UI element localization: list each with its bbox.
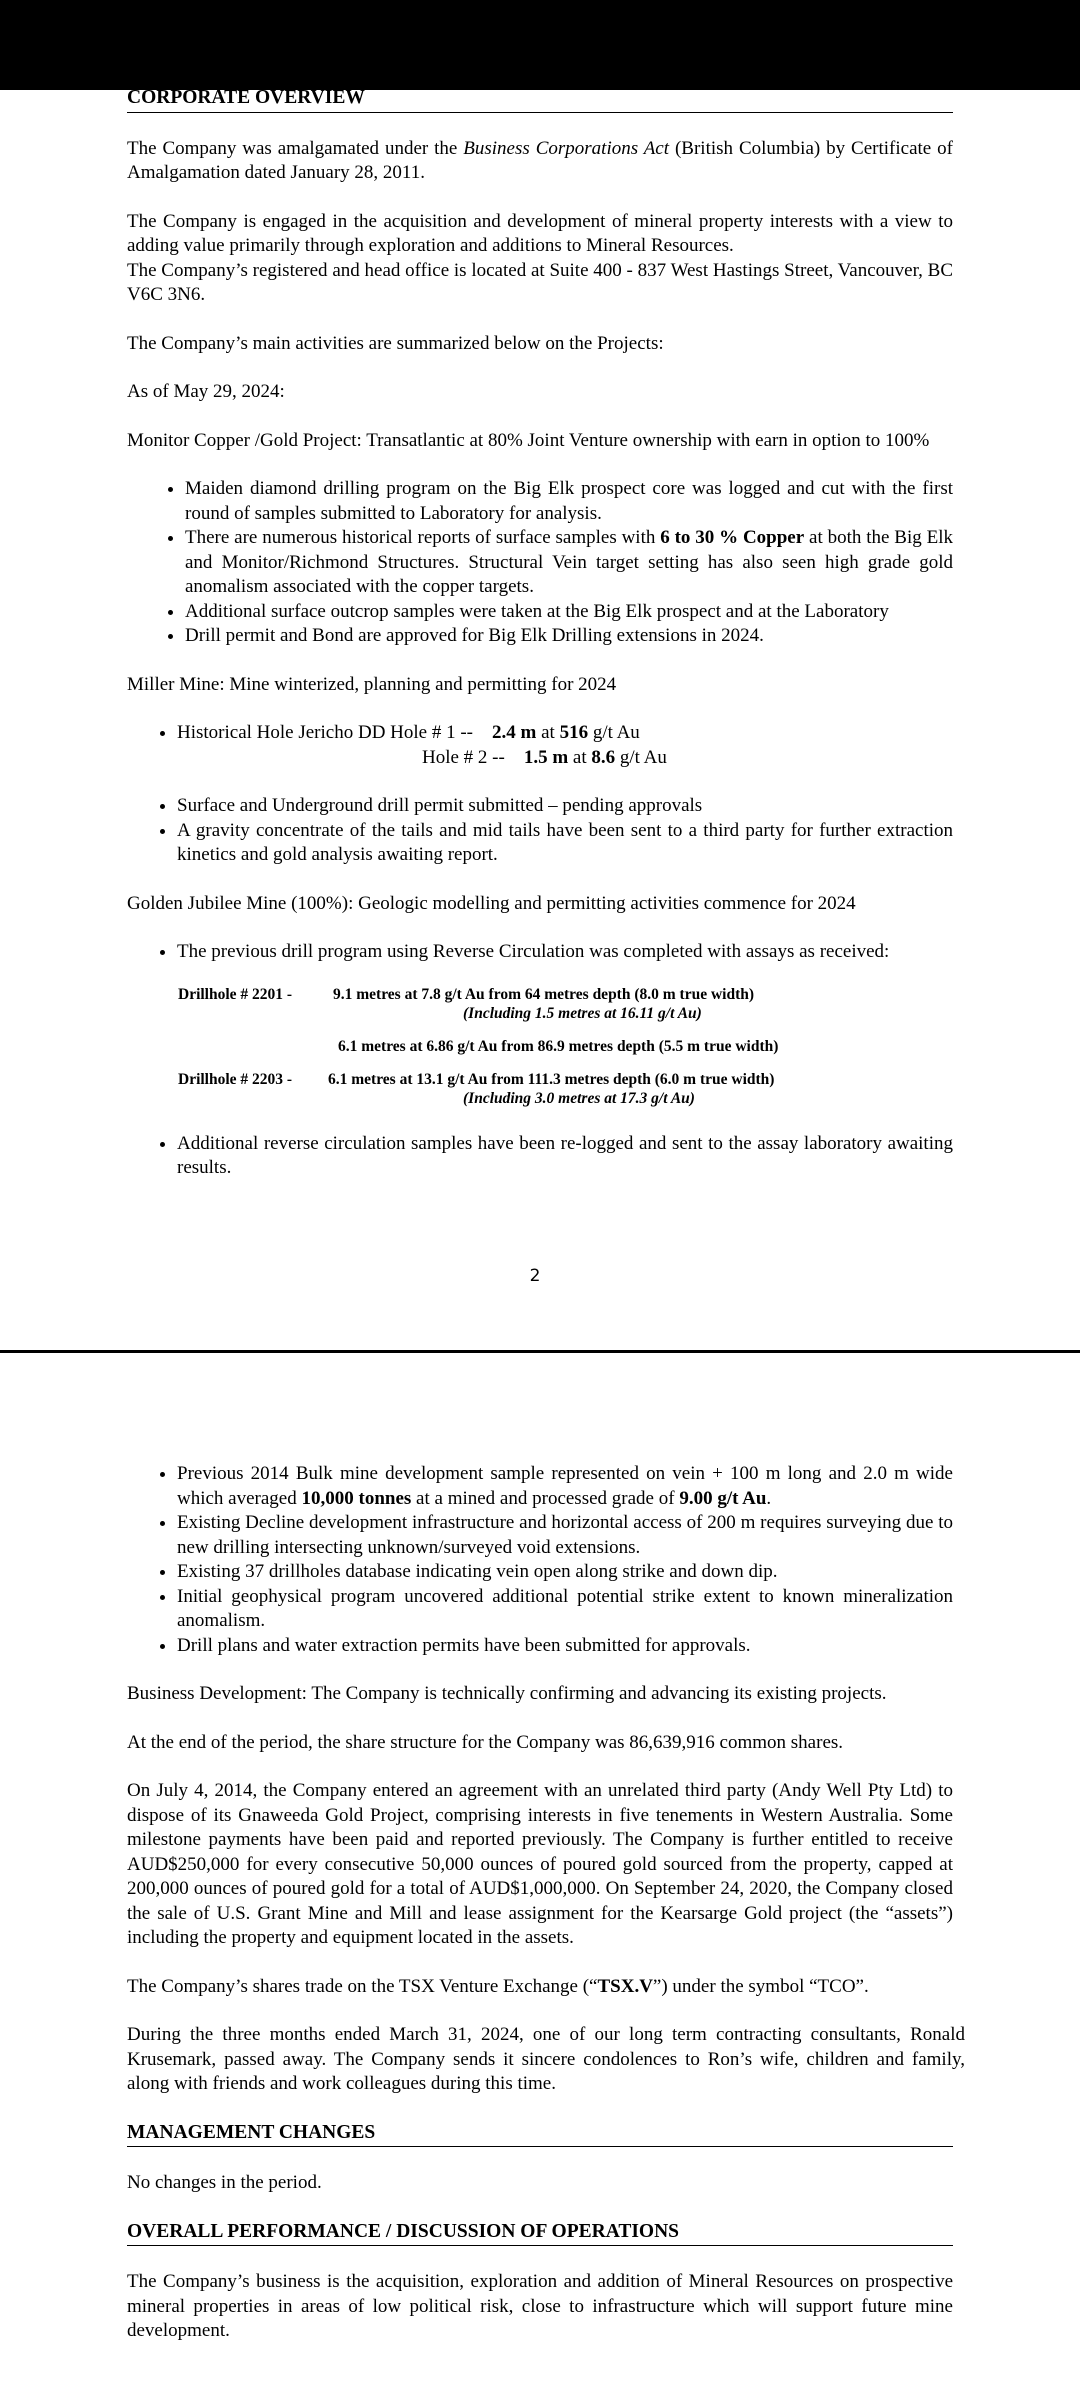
text-run: g/t Au	[588, 722, 640, 743]
list-item: • Drill plans and water extraction permits have been submitted for approvals.	[177, 1634, 953, 1659]
bold-run: 2.4 m	[492, 722, 537, 743]
text-run: Hole # 2 --	[422, 746, 524, 768]
list-item: • Additional surface outcrop samples were taken at the Big Elk prospect and at the Laboratory	[185, 600, 953, 625]
section-heading-corporate-overview: CORPORATE OVERVIEW	[127, 86, 953, 113]
engaged-paragraph: The Company is engaged in the acquisition and development of mineral property interests with a view to adding value primarily through exploration and additions to Mineral Resources.	[127, 210, 953, 256]
text-run: at	[568, 746, 592, 768]
bold-run: 9.00 g/t Au	[679, 1487, 767, 1509]
page-2	[127, 1462, 965, 2344]
bold-run: 10,000 tonnes	[301, 1487, 412, 1509]
miller-bullet-list	[127, 794, 953, 868]
list-item: • Existing Decline development infrastructure and horizontal access of 200 m requires surveying due to new drilling intersecting unknown/surveyed void extensions.	[177, 1511, 953, 1560]
monitor-bullet-list	[127, 477, 953, 649]
text-run: g/t Au	[615, 746, 667, 768]
golden-jubilee-title: Golden Jubilee Mine (100%): Geologic modelling and permitting activities commence for 2024	[127, 892, 856, 914]
list-item: • Existing 37 drillholes database indicating vein open along strike and down dip.	[177, 1560, 953, 1585]
business-development-paragraph: Business Development: The Company is technically confirming and advancing its existing projects.	[127, 1683, 887, 1704]
monitor-project-title: Monitor Copper /Gold Project: Transatlantic at 80% Joint Venture ownership with earn in option to 100%	[127, 429, 930, 451]
drillhole-including: (Including 1.5 metres at 16.11 g/t Au)	[463, 1004, 702, 1022]
bold-run: 6 to 30 % Copper	[660, 527, 805, 548]
drillhole-result: 6.1 metres at 13.1 g/t Au from 111.3 metres depth (6.0 m true width)	[328, 1070, 775, 1088]
page-1	[127, 86, 953, 1181]
list-item: • Drill permit and Bond are approved for Big Elk Drilling extensions in 2024.	[185, 624, 953, 649]
drillhole-label: Drillhole # 2201 -	[178, 985, 293, 1003]
golden-bullet-list-continued	[127, 1462, 953, 1658]
bold-run: TSX.V	[597, 1975, 653, 1997]
section-heading-management-changes: MANAGEMENT CHANGES	[127, 2121, 953, 2148]
list-item: • Maiden diamond drilling program on the Big Elk prospect core was logged and cut with the first round of samples submitted to Laboratory for analysis.	[185, 477, 953, 526]
golden-bullet-list	[127, 940, 953, 965]
list-item	[177, 721, 953, 770]
drillhole-2201-result-2	[127, 1037, 953, 1056]
miller-holes-list	[127, 721, 953, 770]
office-paragraph: The Company’s registered and head office is located at Suite 400 - 837 West Hastings Street, Vancouver, BC V6C 3N6.	[127, 259, 953, 305]
text-run: ”) under the symbol “TCO”.	[652, 1975, 869, 1997]
text-run: The Company’s shares trade on the TSX Venture Exchange (“	[127, 1975, 598, 1997]
overall-performance-text: The Company’s business is the acquisition, exploration and addition of Mineral Resources on prospective mineral properties in areas of low political risk, close to infrastructure which will support future mine development.	[127, 2271, 953, 2341]
text-run: at	[536, 722, 560, 743]
text-run: at a mined and processed grade of	[411, 1487, 680, 1509]
list-item: • A gravity concentrate of the tails and mid tails have been sent to a third party for further extraction kinetics and gold analysis awaiting report.	[177, 819, 953, 868]
as-of-date: As of May 29, 2024:	[127, 381, 285, 402]
text-run: There are numerous historical reports of surface samples with	[185, 527, 661, 548]
condolence-paragraph: During the three months ended March 31, 2024, one of our long term contracting consultants, Ronald Krusemark, passed away. The Company sends it sincere condolences to Ron’s wife, children and family, along with friends and work colleagues during this time.	[127, 2024, 965, 2094]
section-heading-overall-performance: OVERALL PERFORMANCE / DISCUSSION OF OPERATIONS	[127, 2220, 953, 2247]
bold-run: 1.5 m	[523, 746, 569, 768]
drillhole-result: 6.1 metres at 6.86 g/t Au from 86.9 metres depth (5.5 m true width)	[338, 1037, 779, 1055]
page-number: 2	[529, 1266, 541, 1286]
amalgamation-paragraph	[127, 137, 953, 186]
miller-mine-title: Miller Mine: Mine winterized, planning and permitting for 2024	[127, 673, 617, 695]
list-item: • The previous drill program using Reverse Circulation was completed with assays as received:	[177, 940, 953, 965]
text-run: at both the Big Elk and Monitor/Richmond Structures. Structural Vein target setting has also seen high grade gold anomalism associated with the copper targets.	[185, 527, 953, 597]
activities-paragraph: The Company’s main activities are summarized below on the Projects:	[127, 332, 664, 354]
drillhole-result: 9.1 metres at 7.8 g/t Au from 64 metres depth (8.0 m true width)	[333, 985, 755, 1003]
page-divider	[0, 1350, 1080, 1353]
list-item: • Initial geophysical program uncovered additional potential strike extent to known mineralization anomalism.	[177, 1585, 953, 1634]
drillhole-2203-block	[127, 1070, 953, 1108]
drillhole-2201-block	[127, 985, 953, 1023]
text-run: .	[766, 1487, 772, 1509]
share-structure-paragraph: At the end of the period, the share structure for the Company was 86,639,916 common shares.	[127, 1731, 844, 1753]
gnaweeda-paragraph: On July 4, 2014, the Company entered an agreement with an unrelated third party (Andy Well Pty Ltd) to dispose of its Gnaweeda Gold Project, comprising interests in five tenements in Western Australia. Some milestone payments have been paid and reported previously. The Company is further entitled to receive AUD$250,000 for every consecutive 50,000 ounces of poured gold sourced from the property, capped at 200,000 ounces of poured gold for a total of AUD$1,000,000. On September 24, 2020, the Company closed the sale of U.S. Grant Mine and Mill and lease assignment for the Kearsarge Gold project (the “assets”) including the property and equipment located in the assets.	[127, 1780, 953, 1948]
drillhole-including: (Including 3.0 metres at 17.3 g/t Au)	[463, 1089, 695, 1107]
text-run: Previous 2014 Bulk mine development sample represented on vein + 100 m long and 2.0 m wide which averaged	[177, 1463, 953, 1509]
act-name: Business Corporations Act	[463, 137, 670, 159]
list-item: • Additional reverse circulation samples have been re-logged and sent to the assay laboratory awaiting results.	[177, 1132, 953, 1181]
text-run: The Company was amalgamated under the	[127, 137, 464, 159]
list-item	[185, 526, 953, 600]
bold-run: 516	[559, 722, 589, 743]
golden-bullet-list-2	[127, 1132, 953, 1181]
bold-run: 8.6	[591, 746, 616, 768]
tsx-paragraph	[127, 1975, 953, 2000]
drillhole-label: Drillhole # 2203 -	[178, 1070, 293, 1088]
top-black-bar	[0, 0, 1080, 90]
list-item: • Surface and Underground drill permit submitted – pending approvals	[177, 794, 953, 819]
text-run: Historical Hole Jericho DD Hole # 1 --	[177, 722, 493, 743]
management-changes-text: No changes in the period.	[127, 2172, 322, 2193]
text-run: (British Columbia) by Certificate of Amalgamation dated January 28, 2011.	[127, 137, 953, 183]
list-item	[177, 1462, 953, 1511]
